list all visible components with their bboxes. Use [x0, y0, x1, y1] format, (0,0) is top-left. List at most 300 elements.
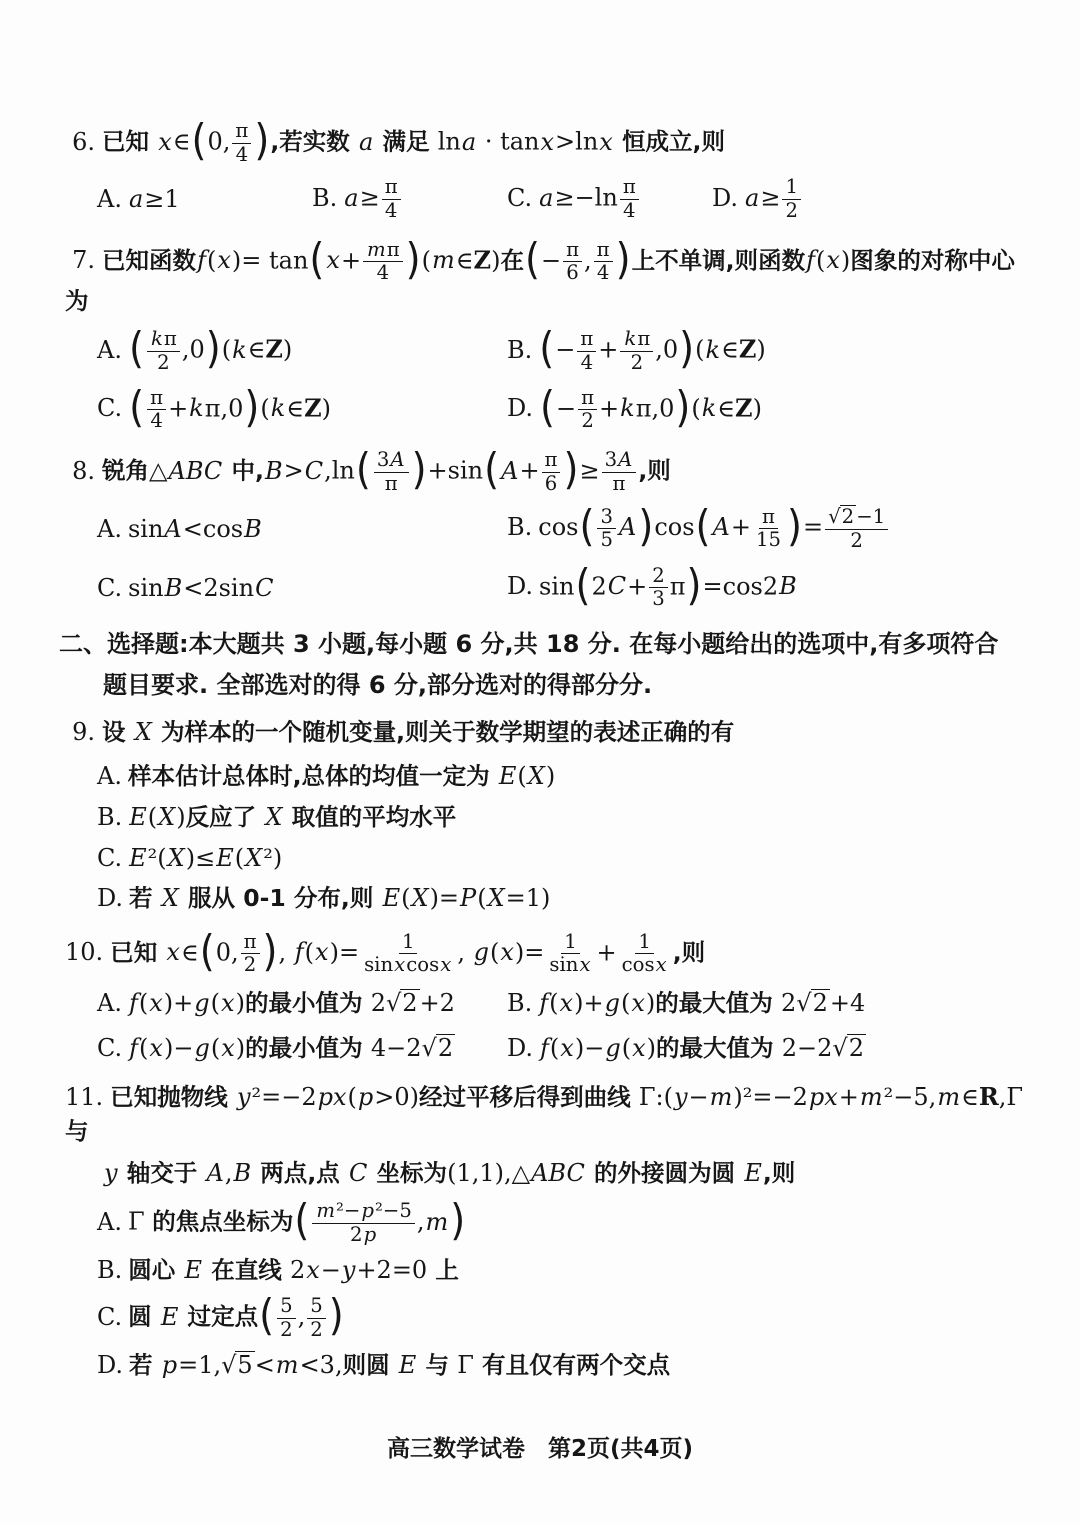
math-text: Γ: [127, 1207, 153, 1236]
math-var: k: [620, 394, 635, 423]
question-11-option-d: [97, 1349, 1030, 1382]
math-var: x: [221, 1033, 235, 1062]
math-text: )=: [514, 938, 545, 967]
math-text: ²−5: [374, 1199, 412, 1223]
question-8-option-d: [507, 559, 1030, 611]
right-paren: ): [205, 323, 221, 374]
denominator: [241, 954, 260, 977]
math-text: (: [421, 246, 431, 275]
question-number: 11.: [65, 1083, 104, 1112]
math-text: 2: [280, 1317, 293, 1341]
math-var: B: [264, 456, 283, 485]
denominator: [233, 144, 252, 167]
math-var: C: [255, 573, 274, 602]
math-var: a: [128, 185, 144, 214]
math-var: f: [540, 1033, 549, 1062]
radical: [422, 1034, 456, 1062]
right-paren: ): [563, 444, 579, 495]
math-text: (: [147, 802, 158, 831]
question-10-option-d: [507, 1032, 1030, 1065]
denominator: [597, 529, 616, 552]
math-var: x: [579, 953, 591, 977]
math-text: )=: [329, 938, 360, 967]
right-paren: ): [328, 1290, 344, 1341]
text: 两点,点: [252, 1158, 348, 1187]
math-var: X: [411, 883, 429, 912]
math-set-symbol: R: [978, 1082, 999, 1112]
math-var: f: [539, 988, 549, 1017]
left-paren: (: [294, 1195, 310, 1246]
math-var: a: [344, 183, 359, 212]
math-var: m: [432, 246, 455, 275]
left-paren: (: [579, 500, 595, 552]
math-text: 2: [289, 1256, 306, 1285]
math-text: <cos: [182, 514, 244, 543]
text: 图象的对称中心为: [65, 246, 1015, 315]
math-text: π: [566, 237, 579, 261]
fraction: [382, 176, 401, 222]
option-label: A.: [97, 762, 122, 791]
fraction: [232, 120, 251, 166]
math-text: (: [549, 1033, 560, 1062]
question-6-option-c: [507, 176, 712, 222]
math-var: k: [150, 327, 163, 351]
math-text: ≥: [760, 183, 781, 212]
math-text: (: [206, 246, 217, 275]
math-var: m: [937, 1083, 961, 1112]
text: 圆: [128, 1302, 160, 1331]
math-text: π: [544, 448, 558, 471]
left-paren: (: [540, 381, 555, 433]
math-var: x: [632, 1033, 646, 1062]
math-var: A: [618, 448, 633, 471]
math-var: f: [197, 246, 206, 275]
fraction: [578, 387, 597, 433]
math-text: ): [646, 1033, 656, 1062]
math-text: ): [645, 988, 656, 1017]
math-text: 4: [596, 261, 610, 285]
question-number: 10.: [65, 938, 104, 967]
numerator: [147, 328, 180, 352]
fraction: [546, 931, 594, 977]
math-text: 1: [564, 929, 577, 953]
math-text: ): [176, 802, 186, 831]
math-var: E: [216, 843, 234, 872]
math-var: x: [394, 953, 406, 977]
question-7-option-d: [507, 381, 1030, 433]
math-text: 3: [376, 448, 390, 471]
math-var: x: [655, 953, 667, 977]
option-label: A.: [97, 514, 122, 543]
question-number: 7.: [72, 246, 95, 275]
fraction: [620, 328, 653, 374]
math-var: A: [501, 456, 519, 485]
radical-sign: √: [832, 1033, 847, 1062]
radical-sign: √: [221, 1351, 236, 1380]
math-var: E: [129, 802, 147, 831]
math-var: E: [398, 1351, 417, 1380]
math-text: +: [519, 456, 540, 485]
denominator: [609, 473, 628, 496]
text: 满足: [374, 127, 438, 156]
page-footer: [0, 1430, 1080, 1463]
radical-sign: √: [385, 988, 401, 1017]
question-6-options: [65, 176, 1030, 222]
option-label: D.: [507, 394, 534, 423]
denominator: [619, 954, 671, 977]
math-var: p: [361, 1199, 374, 1223]
right-paren: ): [411, 444, 427, 495]
math-set-symbol: Z: [304, 393, 322, 423]
math-text: (: [401, 883, 411, 912]
numerator: [382, 176, 401, 200]
denominator: [628, 352, 647, 375]
denominator: [361, 954, 455, 977]
math-text: >0): [374, 1083, 420, 1112]
math-var: X: [527, 762, 545, 791]
math-var: a: [539, 183, 554, 212]
math-text: )+: [163, 988, 194, 1017]
fraction: [619, 931, 671, 977]
denominator: [382, 473, 401, 496]
fraction: [597, 506, 616, 552]
math-text: 2: [850, 528, 863, 552]
question-9-option-a: [97, 760, 1030, 793]
text: 经过平移后得到曲线: [419, 1083, 639, 1112]
math-text: ,ln: [324, 456, 355, 485]
math-text: −: [688, 1083, 709, 1112]
option-label: D.: [712, 183, 739, 212]
math-var: y: [341, 1256, 356, 1285]
math-var: k: [701, 394, 717, 423]
math-text: 4: [623, 198, 636, 222]
math-text: 3: [600, 504, 613, 528]
footer-text: 高三数学试卷 第2页(共4页): [386, 1436, 694, 1462]
fraction: [542, 449, 561, 495]
math-text: sin: [127, 514, 164, 543]
math-var: x: [559, 988, 574, 1017]
question-11-stem: [65, 1157, 1030, 1191]
left-paren: (: [129, 381, 145, 433]
numerator: [399, 931, 418, 955]
math-text: ,0: [181, 336, 205, 365]
math-var: g: [604, 988, 620, 1017]
text: 的最小值为: [244, 988, 371, 1017]
math-text: =: [803, 513, 824, 542]
section-header-line: 二、选择题:本大题共 3 小题,每小题 6 分,共 18 分. 在每小题给出的选项中,有多项符合: [59, 629, 999, 658]
option-label: D.: [97, 883, 124, 912]
numerator: [597, 506, 616, 530]
math-text: (: [691, 394, 701, 423]
math-var: m: [367, 237, 386, 261]
denominator: [594, 262, 613, 285]
math-text: (: [517, 762, 527, 791]
math-text: <2sin: [183, 573, 255, 602]
question-8-option-a: [97, 513, 507, 545]
math-var: C: [607, 572, 627, 601]
text: 的焦点坐标为: [152, 1207, 294, 1236]
right-paren: ): [686, 559, 702, 611]
math-text: π: [581, 385, 595, 409]
math-var: m: [275, 1351, 299, 1380]
math-var: x: [217, 246, 231, 275]
fraction: [277, 1295, 296, 1341]
math-text: ,: [224, 1158, 233, 1187]
math-var: x: [560, 1033, 574, 1062]
math-var: E: [184, 1256, 203, 1285]
math-text: ∈: [961, 1083, 979, 1112]
math-text: ln: [437, 127, 461, 156]
math-text: 4: [150, 409, 163, 433]
math-set-symbol: Z: [735, 393, 753, 423]
left-paren: (: [355, 444, 371, 495]
math-text: (: [234, 843, 245, 872]
math-var: X: [245, 843, 263, 872]
radical: [386, 989, 420, 1017]
math-var: f: [128, 988, 138, 1017]
numerator: [307, 1295, 326, 1319]
math-text: 2: [785, 198, 798, 222]
math-text: ∈: [455, 246, 474, 275]
fraction: [374, 449, 409, 495]
math-text: 4−2: [370, 1033, 422, 1062]
denominator: [753, 529, 784, 552]
question-number: 8.: [72, 456, 95, 485]
math-var: x: [440, 953, 452, 977]
option-label: A.: [97, 1207, 122, 1236]
math-text: π: [612, 471, 626, 495]
math-text: 5: [600, 528, 613, 552]
math-var: x: [315, 938, 329, 967]
numerator: [620, 328, 653, 352]
text: 已知抛物线: [110, 1083, 236, 1112]
math-var: g: [194, 988, 210, 1017]
math-text: ,: [584, 246, 592, 275]
math-text: =cos2: [702, 572, 779, 601]
text: 设: [102, 718, 134, 747]
radical: [796, 989, 830, 1017]
math-var: E: [744, 1158, 762, 1187]
math-var: X: [161, 883, 179, 912]
math-text: )= tan: [231, 246, 309, 275]
radicand: 2: [402, 988, 418, 1017]
question-8: [65, 444, 1030, 611]
math-text: 2: [157, 351, 170, 375]
option-label: C.: [97, 843, 123, 872]
fraction: [307, 1295, 326, 1341]
math-var: m: [425, 1207, 449, 1236]
question-6-stem: [65, 115, 1030, 166]
question-7-option-b: [507, 323, 1030, 375]
math-var: k: [624, 327, 637, 351]
text: 与: [65, 1116, 89, 1145]
denominator: [382, 200, 401, 223]
math-text: +: [599, 394, 620, 423]
math-text: ): [282, 336, 293, 365]
option-label: B.: [507, 988, 533, 1017]
math-var: k: [189, 394, 204, 423]
math-text: cos: [538, 513, 579, 542]
math-text: 3: [604, 448, 618, 471]
text: 的外接圆为圆: [585, 1158, 744, 1187]
math-var: X: [167, 843, 185, 872]
math-text: ,Γ: [998, 1083, 1024, 1112]
left-paren: (: [484, 444, 500, 495]
math-text: ∈: [286, 394, 305, 423]
option-label: D.: [507, 1033, 534, 1062]
denominator: [578, 352, 597, 375]
question-9-stem: [65, 716, 1030, 750]
math-text: 3: [652, 587, 665, 611]
math-text: (: [621, 1033, 632, 1062]
radicand: 2: [437, 1033, 454, 1062]
left-paren: (: [191, 115, 207, 166]
math-text: (: [489, 938, 500, 967]
math-var: f: [806, 246, 815, 275]
text: 有且仅有两个交点: [473, 1351, 671, 1380]
math-text: · tan: [477, 127, 540, 156]
right-paren: ): [262, 925, 278, 977]
math-text: 6: [544, 471, 558, 495]
text: ,则: [638, 456, 671, 485]
text: 的最小值为: [245, 1033, 371, 1062]
math-text: ≥: [579, 456, 600, 485]
math-text: +2: [419, 988, 455, 1017]
math-var: P: [460, 883, 477, 912]
math-text: Γ:(: [638, 1083, 673, 1112]
denominator: [542, 473, 561, 496]
math-text: 6: [566, 261, 579, 285]
denominator: [147, 410, 166, 433]
math-var: E: [382, 883, 401, 912]
question-number: 6.: [72, 127, 95, 156]
math-var: X: [158, 802, 176, 831]
numerator: [542, 449, 561, 473]
math-text: ): [321, 394, 331, 423]
question-10-option-b: [507, 987, 1030, 1020]
math-var: x: [631, 988, 645, 1017]
math-text: +: [168, 394, 189, 423]
math-text: (: [138, 988, 149, 1017]
question-10-options: [65, 987, 1030, 1064]
math-text: (: [549, 988, 559, 1017]
math-text: ): [235, 1033, 246, 1062]
numerator: [374, 449, 409, 473]
math-text: (: [221, 336, 232, 365]
math-text: π: [235, 119, 249, 142]
math-text: π: [596, 237, 610, 261]
math-var: x: [326, 246, 340, 275]
denominator: [620, 200, 639, 223]
math-text: (1,1),△: [447, 1158, 531, 1187]
text: 已知函数: [102, 246, 197, 275]
math-text: +: [340, 246, 362, 275]
math-text: sin: [539, 572, 575, 601]
math-text: Γ: [457, 1351, 474, 1380]
denominator: [277, 1319, 296, 1342]
text: 与: [417, 1351, 458, 1380]
math-text: (: [139, 1033, 149, 1062]
math-var: E: [498, 762, 517, 791]
math-text: 4: [235, 142, 249, 166]
right-paren: ): [254, 115, 270, 166]
question-10: [65, 925, 1030, 1065]
text: 的最大值为: [655, 988, 781, 1017]
text: 恒成立,则: [613, 127, 726, 156]
math-var: y: [236, 1083, 251, 1112]
radical: [221, 1351, 255, 1379]
option-label: B.: [507, 336, 533, 365]
numerator: [602, 449, 637, 473]
text: 中,: [223, 456, 264, 485]
math-text: ∈: [247, 336, 266, 365]
fraction: [312, 1200, 415, 1246]
text: 若: [129, 883, 161, 912]
math-text: −1: [856, 505, 886, 529]
math-var: p: [161, 1351, 178, 1380]
left-paren: (: [524, 233, 540, 285]
math-text: +sin: [427, 456, 484, 485]
math-text: 2: [591, 572, 607, 601]
math-text: ): [756, 336, 766, 365]
math-text: (: [304, 938, 315, 967]
math-var: X: [487, 883, 505, 912]
math-var: a: [359, 127, 374, 156]
option-label: C.: [97, 394, 123, 423]
math-text: (: [816, 246, 826, 275]
denominator: [307, 1319, 326, 1342]
math-text: 2: [310, 1317, 323, 1341]
right-paren: ): [244, 381, 260, 433]
fraction: [577, 328, 596, 374]
right-paren: ): [615, 233, 631, 285]
math-text: π: [384, 175, 398, 199]
fraction: [563, 239, 582, 285]
left-paren: (: [309, 233, 325, 285]
math-text: ∈: [180, 938, 199, 967]
left-paren: (: [539, 323, 555, 374]
numerator: [782, 176, 801, 200]
math-text: (: [210, 1033, 221, 1062]
math-text: ≥1: [144, 185, 180, 214]
question-11-stem: [65, 1080, 1030, 1148]
math-text: )+: [574, 988, 604, 1017]
math-text: △: [149, 456, 168, 485]
math-text: 5: [310, 1294, 323, 1318]
math-var: x: [500, 938, 514, 967]
denominator: [374, 262, 393, 285]
left-paren: (: [199, 925, 215, 977]
question-9-option-d: [97, 882, 1030, 915]
option-label: C.: [97, 573, 123, 602]
question-10-option-a: [97, 987, 507, 1020]
section-header-line: 题目要求. 全部选对的得 6 分,部分选对的得部分分.: [103, 670, 653, 699]
option-label: A.: [97, 185, 122, 214]
math-var: g: [605, 1033, 621, 1062]
denominator: [649, 588, 668, 611]
left-paren: (: [259, 1290, 275, 1341]
math-var: x: [540, 127, 555, 156]
math-var: A: [164, 514, 182, 543]
fraction: [147, 328, 180, 374]
denominator: [847, 530, 866, 553]
radical-sign: √: [828, 505, 840, 529]
option-label: C.: [507, 183, 533, 212]
math-text: −: [540, 246, 562, 275]
math-var: px: [808, 1083, 838, 1112]
math-text: <: [254, 1351, 275, 1380]
math-text: ): [840, 246, 851, 275]
